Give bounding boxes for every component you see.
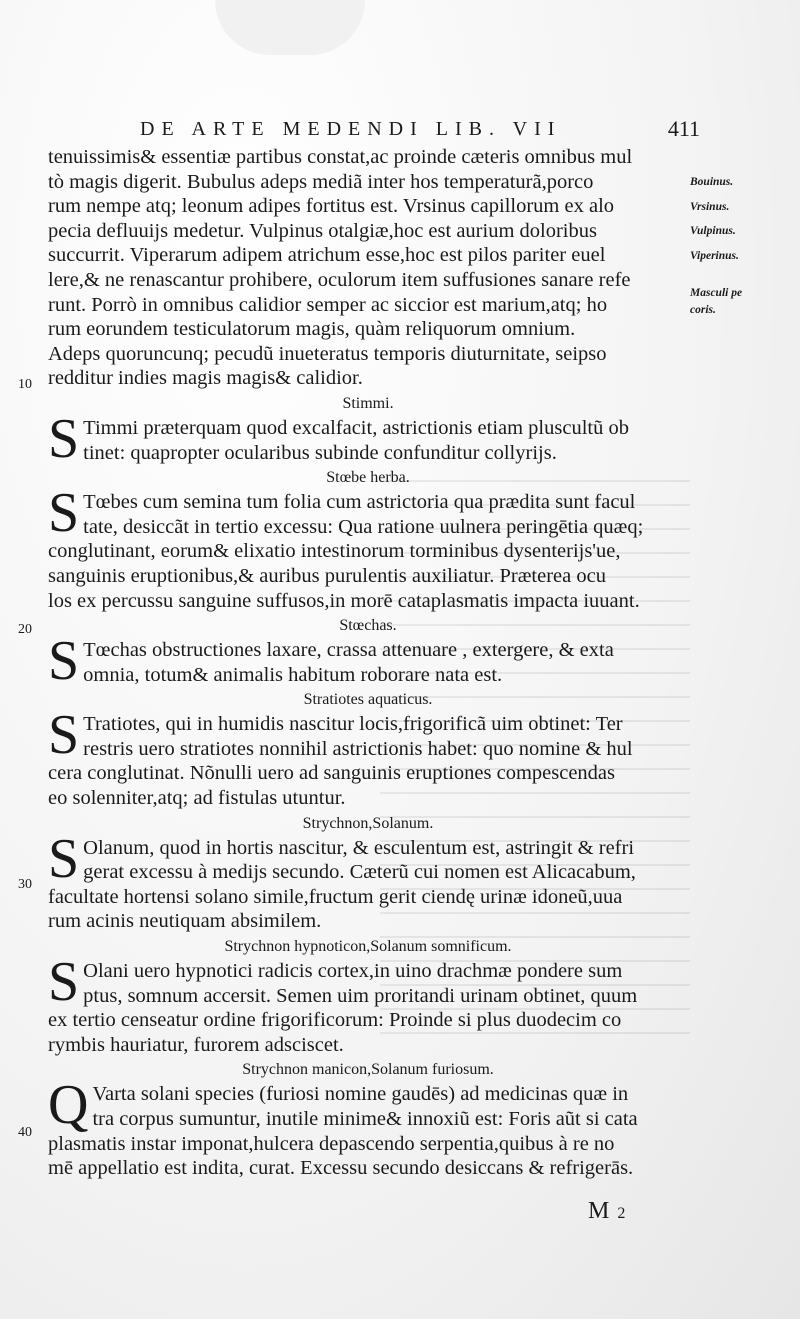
signature-letter: M xyxy=(588,1198,610,1224)
text-line: lere,& ne renascantur prohibere, oculorum item suffusiones sanare refe xyxy=(48,268,631,291)
text-line: tenuissimis& essentiæ partibus constat,ac proinde cæteris omnibus mul xyxy=(48,146,633,168)
text-line: eo solenniter,atq; ad fistulas utuntur. xyxy=(48,787,346,810)
line-number: 30 xyxy=(18,877,32,892)
section-heading: Strychnon,Solanum. xyxy=(302,814,434,832)
text-line: sanguinis eruptionibus,& auribus purulentis auxiliatur. Præterea ocu xyxy=(48,564,606,587)
text-line: Adeps quoruncunq; pecudũ inueteratus temporis diuturnitate, seipso xyxy=(48,342,607,365)
text-line: rum eorundem testiculatorum magis, quàm reliquorum omnium. xyxy=(48,318,576,341)
text-line: Olani uero hypnotici radicis cortex,in uino drachmæ pondere sum xyxy=(83,960,623,983)
text-line: mē appellatio est indita, curat. Excessu secundo desiccans & refrigerās. xyxy=(48,1157,634,1180)
text-line: rum acinis neutiquam absimilem. xyxy=(48,910,322,933)
drop-cap: S xyxy=(48,959,80,1014)
section-paragraph xyxy=(48,1082,688,1180)
text-line: los ex percussu sanguine suffusos,in morē cataplasmatis impacta iuuant. xyxy=(48,589,640,612)
text-line: redditur indies magis magis& calidior. xyxy=(48,367,363,390)
section-heading: Strychnon manicon,Solanum furiosum. xyxy=(242,1061,494,1079)
text-line: tinet: quapropter ocularibus subinde confunditur collyrijs. xyxy=(83,441,557,464)
drop-cap: S xyxy=(48,638,80,688)
margin-note: Masculi pe xyxy=(690,286,743,299)
drop-cap: Q xyxy=(48,1082,89,1137)
body-text xyxy=(48,145,688,1181)
page-header xyxy=(140,118,700,146)
line-number: 20 xyxy=(18,622,32,637)
text-line: tate, desiccãt in tertio excessu: Qua ratione uulnera peringētia quæq; xyxy=(83,515,644,538)
signature-number: 2 xyxy=(617,1205,626,1222)
text-line: tò magis digerit. Bubulus adeps mediã inter hos temperaturã,porco xyxy=(48,170,594,193)
text-line: facultate hortensi solano simile,fructum gerit ciendę urinæ idoneũ,uua xyxy=(48,885,623,908)
text-line: omnia, totum& animalis habitum roborare nata est. xyxy=(83,663,503,686)
text-line: tra corpus sumuntur, inutile minime& innoxiũ est: Foris aũt si cata xyxy=(92,1108,638,1130)
drop-cap: S xyxy=(48,712,80,767)
text-line: plasmatis instar imponat,hulcera depascendo serpentia,quibus à re no xyxy=(48,1132,615,1155)
text-line: Varta solani species (furiosi nomine gaudēs) ad medicinas quæ in xyxy=(92,1083,629,1106)
drop-cap: S xyxy=(48,835,80,890)
signature-mark xyxy=(588,1198,625,1225)
text-line: rum nempe atq; leonum adipes fortitus est. Vrsinus capillorum ex alo xyxy=(48,195,615,218)
section-paragraph xyxy=(48,416,688,465)
section-paragraph xyxy=(48,836,688,934)
section-paragraph xyxy=(48,959,688,1057)
text-line: Olanum, quod in hortis nascitur, & esculentum est, astringit & refri xyxy=(83,836,635,859)
text-line: conglutinant, eorum& elixatio intestinorum torminibus dysenterijs'ue, xyxy=(48,540,621,563)
text-line: ex tertio censeatur ordine frigorificorum: Proinde si plus duodecim co xyxy=(48,1009,622,1032)
line-number: 40 xyxy=(18,1125,32,1140)
text-line: Tœbes cum semina tum folia cum astrictoria qua prædita sunt facul xyxy=(83,491,636,514)
intro-paragraph xyxy=(48,145,688,391)
drop-cap: S xyxy=(48,490,80,545)
line-number: 10 xyxy=(18,377,32,392)
page-number: 411 xyxy=(667,116,700,141)
text-line: restris uero stratiotes nonnihil astrictionis habet: quo nomine & hul xyxy=(83,737,633,760)
text-line: runt. Porrò in omnibus calidior semper ac siccior est marium,atq; ho xyxy=(48,293,608,316)
water-stain xyxy=(215,0,365,55)
margin-note: Vulpinus. xyxy=(690,225,736,238)
text-line: succurrit. Viperarum adipem atrichum esse,hoc est pilos pariter euel xyxy=(48,244,606,267)
margin-note: Vrsinus. xyxy=(690,200,730,213)
text-line: rymbis hauriatur, furorem adsciscet. xyxy=(48,1033,344,1056)
margin-note: coris. xyxy=(690,303,716,316)
section-paragraph xyxy=(48,638,688,687)
drop-cap: S xyxy=(48,415,80,466)
margin-notes xyxy=(690,170,800,322)
text-line: Tratiotes, qui in humidis nascitur locis,frigorificã uim obtinet: Ter xyxy=(83,713,623,736)
text-line: ptus, somnum accersit. Semen uim proritandi urinam obtinet, quum xyxy=(83,984,638,1007)
section-heading: Stœbe herba. xyxy=(326,469,410,487)
section-heading: Stœchas. xyxy=(339,617,397,635)
section-paragraph xyxy=(48,712,688,810)
text-line: Timmi præterquam quod excalfacit, astrictionis etiam pluscultũ ob xyxy=(83,416,629,439)
section-heading: Stimmi. xyxy=(342,394,394,412)
text-line: gerat excessu à medijs secundo. Cæterũ cui nomen est Alicacabum, xyxy=(83,861,636,884)
margin-note: Viperinus. xyxy=(690,249,739,262)
running-head: DE ARTE MEDENDI LIB. VII xyxy=(140,118,562,140)
text-line: pecia defluuijs medetur. Vulpinus otalgiæ,hoc est aurium doloribus xyxy=(48,219,597,242)
section-paragraph xyxy=(48,490,688,613)
text-line: cera conglutinat. Nõnulli uero ad sanguinis eruptiones compescendas xyxy=(48,762,616,785)
section-heading: Stratiotes aquaticus. xyxy=(303,691,433,709)
section-heading: Strychnon hypnoticon,Solanum somnificum. xyxy=(224,938,512,956)
margin-note: Bouinus. xyxy=(690,176,734,188)
text-line: Tœchas obstructiones laxare, crassa attenuare , extergere, & exta xyxy=(83,639,614,662)
